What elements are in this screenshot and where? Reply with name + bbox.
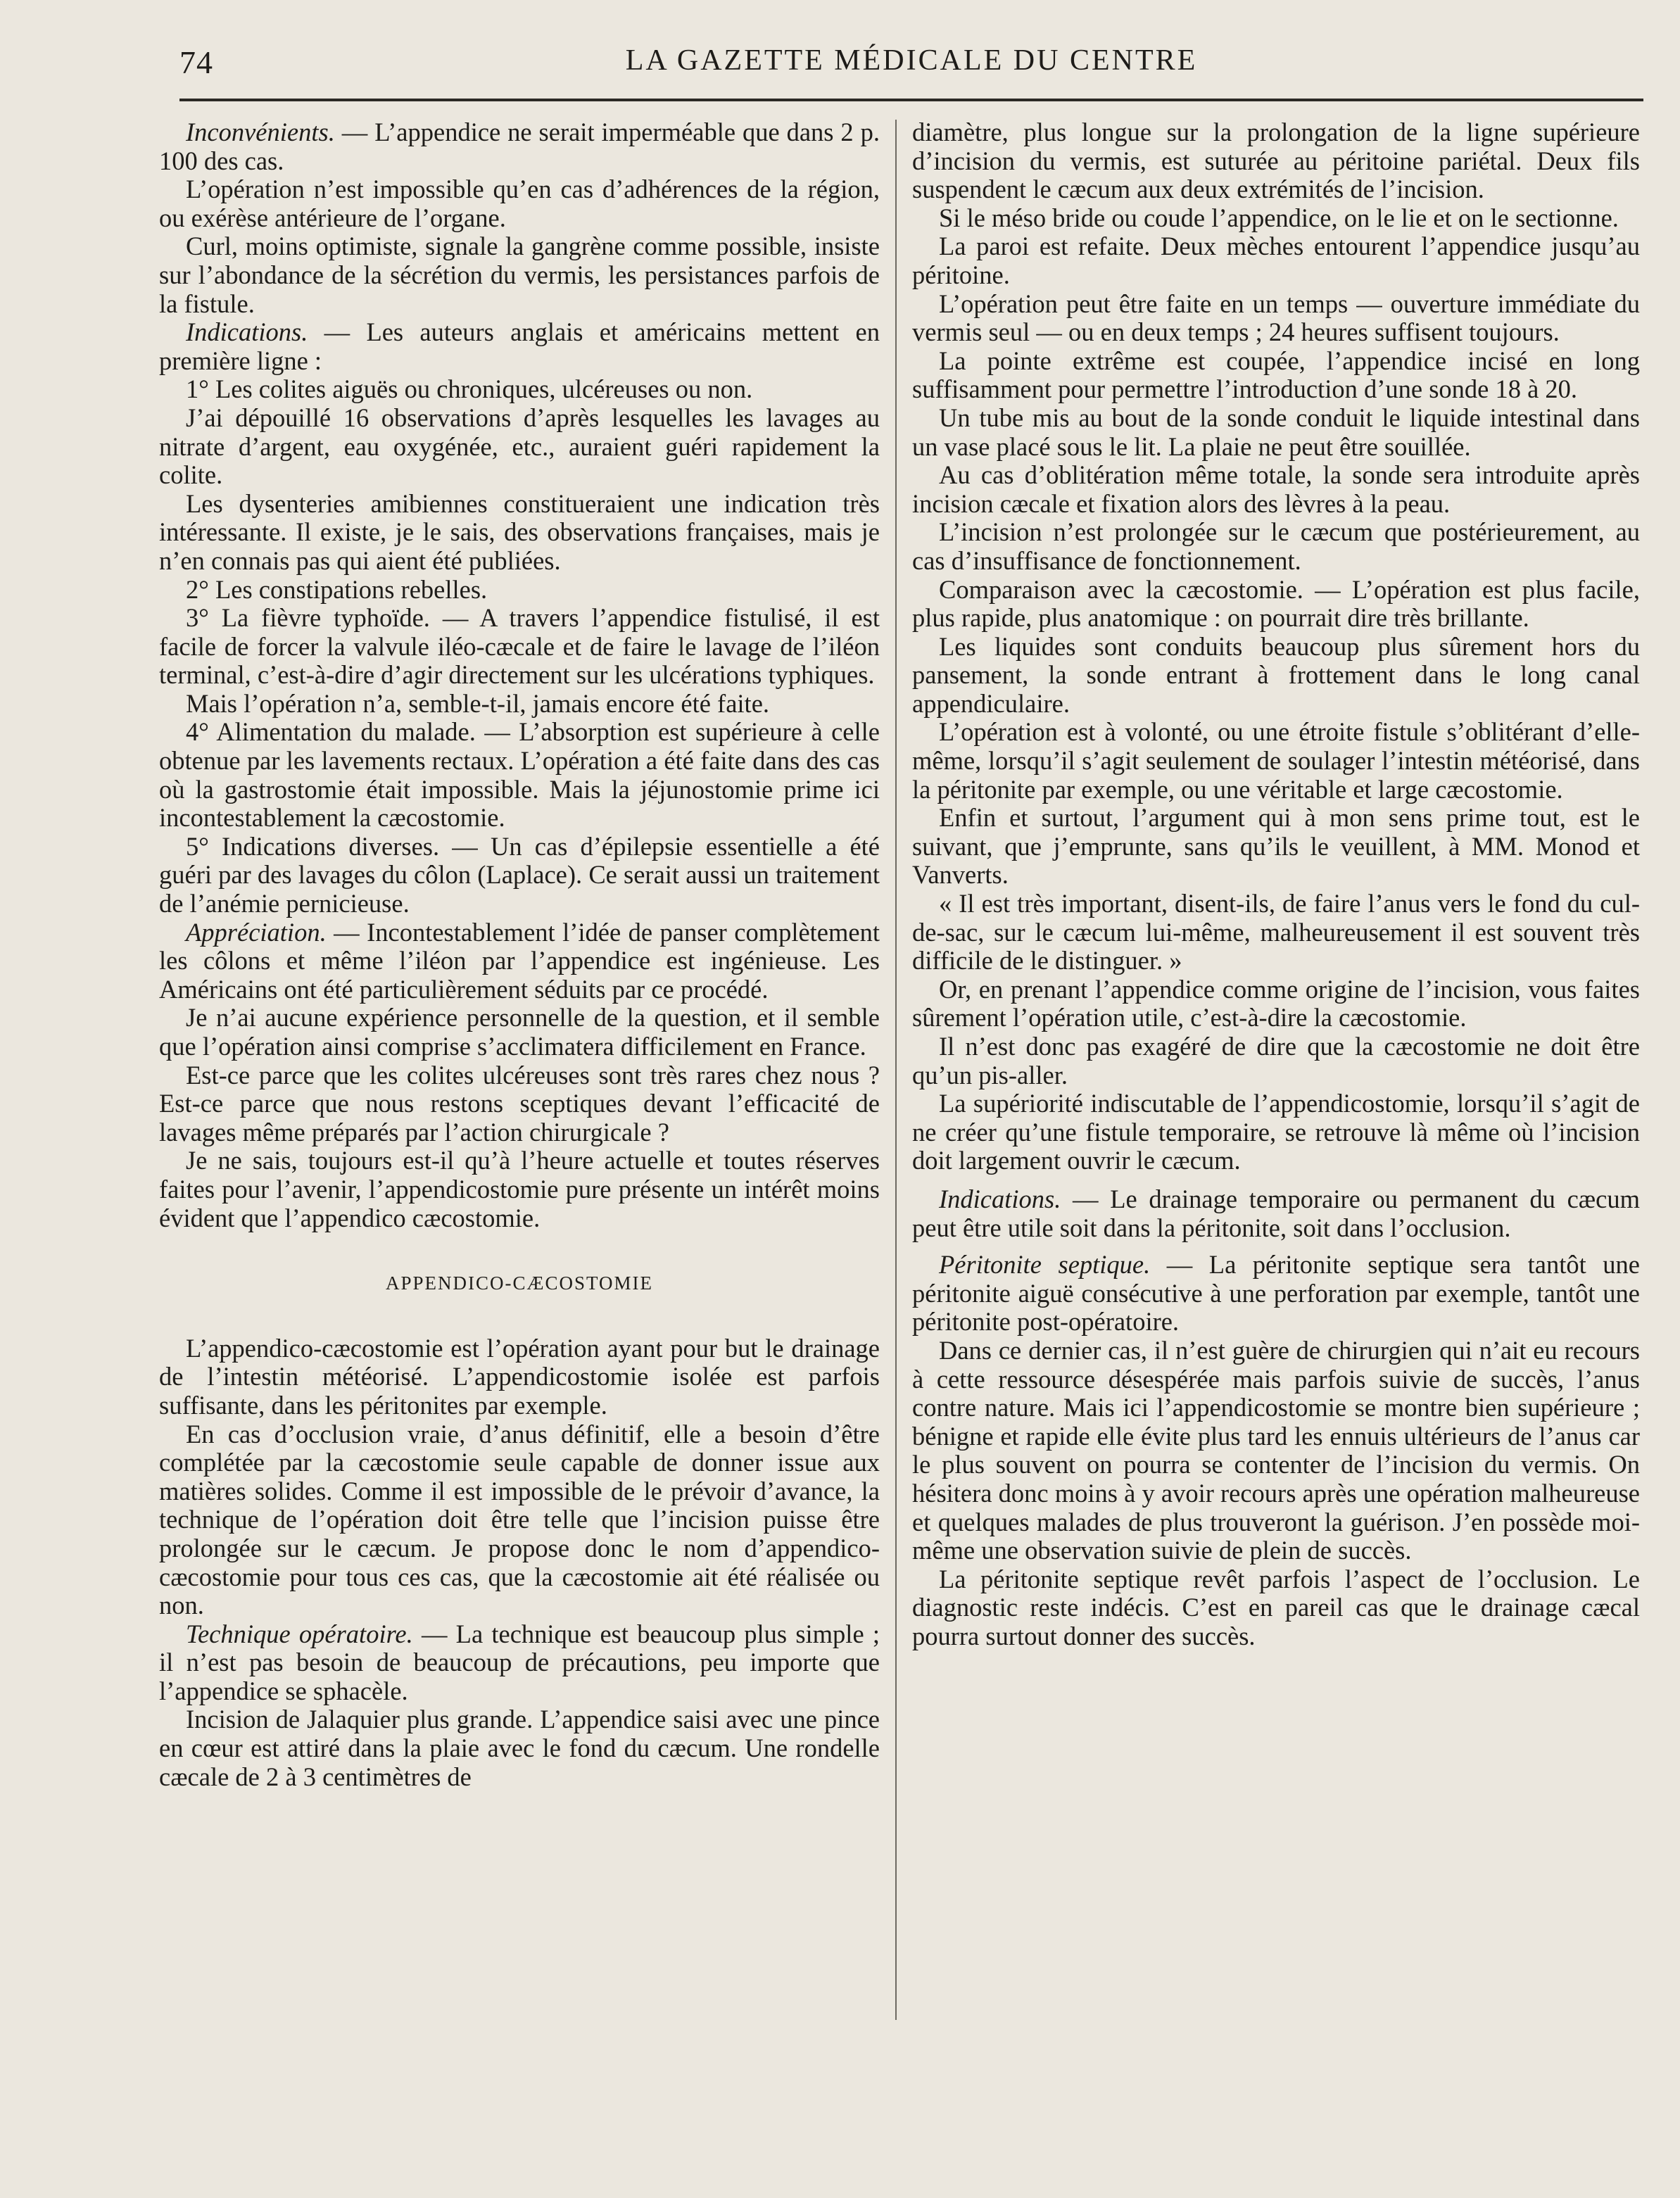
paragraph: L’incision n’est prolongée sur le cæcum que postérieurement, au cas d’insuffisance de fonctionnement.	[912, 517, 1640, 575]
paragraph: Enfin et surtout, l’argument qui à mon sens prime tout, est le suivant, que j’emprunte, sans qu’ils le veuillent, à MM. Monod et Vanverts.	[912, 803, 1640, 890]
run-in-heading: Péritonite septique.	[939, 1250, 1151, 1280]
paragraph: Technique opératoire. — La technique est beaucoup plus simple ; il n’est pas besoin de beaucoup de précautions, peu importe que l’appendice se sphacèle.	[159, 1619, 880, 1705]
journal-title: LA GAZETTE MÉDICALE DU CENTRE	[625, 44, 1198, 77]
paragraph: 3° La fièvre typhoïde. — A travers l’appendice fistulisé, il est facile de forcer la valvule iléo-cæcale et de faire le lavage de l’iléon terminal, c’est-à-dire d’agir directement sur les ulcérations typhiques.	[159, 603, 880, 690]
paragraph: Curl, moins optimiste, signale la gangrène comme possible, insiste sur l’abondance de la sécrétion du vermis, les persistances parfois de la fistule.	[159, 232, 880, 318]
run-in-heading: Technique opératoire.	[186, 1619, 413, 1648]
section-title: APPENDICO-CÆCOSTOMIE	[385, 1272, 654, 1294]
paragraph: 4° Alimentation du malade. — L’absorption est supérieure à celle obtenue par les lavements rectaux. L’opération a été faite dans des cas où la gastrostomie était impossible. Mais la jéjunostomie prime ici incontestablement la cæcostomie.	[159, 717, 880, 833]
paragraph: Si le méso bride ou coude l’appendice, on le lie et on le sectionne.	[939, 203, 1619, 232]
paragraph: La paroi est refaite. Deux mèches entourent l’appendice jusqu’au péritoine.	[912, 232, 1640, 289]
page-number: 74	[179, 44, 213, 80]
paragraph: Dans ce dernier cas, il n’est guère de chirurgien qui n’ait eu recours à cette ressource désespérée mais parfois suivie de succès, l’anus contre nature. Mais ici l’appendicostomie se montre bien supérieure ; bénigne et rapide elle évite plus tard les ennuis ultérieurs de l’anus car le plus souvent on pourra se contenter de l’incision du vermis. On hésitera donc moins à y avoir recours après une opération malheureuse et quelques malades de plus trouveront la guérison. J’en possède moi-même une observation suivie de plein de succès.	[912, 1335, 1640, 1565]
paragraph: 2° Les constipations rebelles.	[186, 574, 488, 604]
right-column	[912, 118, 1640, 1650]
column-separator	[895, 120, 897, 2020]
left-column	[159, 118, 880, 1791]
paragraph: Indications. — Le drainage temporaire ou permanent du cæcum peut être utile soit dans la péritonite, soit dans l’occlusion.	[912, 1184, 1640, 1242]
paragraph: 5° Indications diverses. — Un cas d’épilepsie essentielle a été guéri par des lavages du côlon (Laplace). Ce serait aussi un traitement de l’anémie pernicieuse.	[159, 831, 880, 918]
paragraph: Inconvénients. — L’appendice ne serait imperméable que dans 2 p. 100 des cas.	[159, 118, 880, 175]
paragraph: Indications. — Les auteurs anglais et américains mettent en première ligne :	[159, 317, 880, 375]
paragraph: J’ai dépouillé 16 observations d’après lesquelles les lavages au nitrate d’argent, eau oxygénée, etc., auraient guéri rapidement la colite.	[159, 403, 880, 490]
paragraph: Péritonite septique. — La péritonite septique sera tantôt une péritonite aiguë consécutive à une perforation par exemple, tantôt une péritonite post-opératoire.	[912, 1250, 1640, 1337]
run-in-heading: Inconvénients.	[186, 118, 335, 146]
paragraph: Est-ce parce que les colites ulcéreuses sont très rares chez nous ? Est-ce parce que nous restons sceptiques devant l’efficacité de lavages même préparés par l’action chirurgicale ?	[159, 1060, 880, 1147]
paragraph: Il n’est donc pas exagéré de dire que la cæcostomie ne doit être qu’un pis-aller.	[912, 1032, 1640, 1089]
run-in-heading: Indications.	[939, 1184, 1061, 1213]
paragraph: L’appendico-cæcostomie est l’opération ayant pour but le drainage de l’intestin météorisé. L’appendicostomie isolée est parfois suffisante, dans les péritonites par exemple.	[159, 1333, 880, 1420]
header-rule	[179, 99, 1643, 101]
run-in-heading: Indications.	[186, 317, 308, 347]
paragraph: Or, en prenant l’appendice comme origine de l’incision, vous faites sûrement l’opération utile, c’est-à-dire la cæcostomie.	[912, 974, 1640, 1032]
paragraph: L’opération peut être faite en un temps — ouverture immédiate du vermis seul — ou en deux temps ; 24 heures suffisent toujours.	[912, 289, 1640, 347]
paragraph: Au cas d’oblitération même totale, la sonde sera introduite après incision cæcale et fixation alors des lèvres à la peau.	[912, 460, 1640, 518]
paragraph: L’opération est à volonté, ou une étroite fistule s’oblitérant d’elle-même, lorsqu’il s’agit seulement de soulager l’intestin météorisé, dans la péritonite par exemple, ou une véritable et large cæcostomie.	[912, 717, 1640, 804]
paragraph: La péritonite septique revêt parfois l’aspect de l’occlusion. Le diagnostic reste indécis. C’est en pareil cas que le drainage cæcal pourra surtout donner des succès.	[912, 1564, 1640, 1650]
paragraph: Mais l’opération n’a, semble-t-il, jamais encore été faite.	[186, 688, 770, 718]
paragraph: Je n’ai aucune expérience personnelle de la question, et il semble que l’opération ainsi comprise s’acclimatera difficilement en France.	[159, 1003, 880, 1061]
paragraph: Je ne sais, toujours est-il qu’à l’heure actuelle et toutes réserves faites pour l’avenir, l’appendicostomie pure présente un intérêt moins évident que l’appendico cæcostomie.	[159, 1146, 880, 1232]
paragraph: La supériorité indiscutable de l’appendicostomie, lorsqu’il s’agit de ne créer qu’une fistule temporaire, se retrouve là même où l’incision doit largement ouvrir le cæcum.	[912, 1089, 1640, 1175]
page-header	[179, 44, 1643, 86]
paragraph: Les liquides sont conduits beaucoup plus sûrement hors du pansement, la sonde entrant à frottement dans le long canal appendiculaire.	[912, 631, 1640, 718]
paragraph: En cas d’occlusion vraie, d’anus définitif, elle a besoin d’être complétée par la cæcostomie seule capable de donner issue aux matières solides. Comme il est impossible de le prévoir d’avance, la technique de l’opération doit être telle que l’incision puisse être prolongée sur le cæcum. Je propose donc le nom d’appendico-cæcostomie pour tous ces cas, que la cæcostomie ait été réalisée ou non.	[159, 1419, 880, 1620]
paragraph: Appréciation. — Incontestablement l’idée de panser complètement les côlons et même l’iléon par l’appendice est ingénieuse. Les Américains ont été particulièrement séduits par ce procédé.	[159, 917, 880, 1004]
paragraph: diamètre, plus longue sur la prolongation de la ligne supérieure d’incision du vermis, est suturée au péritoine pariétal. Deux fils suspendent le cæcum aux deux extrémités de l’incision.	[912, 118, 1640, 204]
paragraph: Les dysenteries amibiennes constitueraient une indication très intéressante. Il existe, je le sais, des observations françaises, mais je n’en connais pas qui aient été publiées.	[159, 488, 880, 575]
paragraph: 1° Les colites aiguës ou chroniques, ulcéreuses ou non.	[186, 374, 753, 404]
paragraph: La pointe extrême est coupée, l’appendice incisé en long suffisamment pour permettre l’introduction d’une sonde 18 à 20.	[912, 346, 1640, 404]
paragraph: « Il est très important, disent-ils, de faire l’anus vers le fond du cul-de-sac, sur le cæcum lui-même, malheureusement il est souvent très difficile de le distinguer. »	[912, 889, 1640, 975]
paragraph: Comparaison avec la cæcostomie. — L’opération est plus facile, plus rapide, plus anatomique : on pourrait dire très brillante.	[912, 574, 1640, 633]
paragraph: Un tube mis au bout de la sonde conduit le liquide intestinal dans un vase placé sous le lit. La plaie ne peut être souillée.	[912, 403, 1640, 461]
run-in-heading: Appréciation.	[186, 917, 327, 947]
paragraph: Incision de Jalaquier plus grande. L’appendice saisi avec une pince en cœur est attiré dans la plaie avec le fond du cæcum. Une rondelle cæcale de 2 à 3 centimètres de	[159, 1705, 880, 1791]
paragraph: L’opération n’est impossible qu’en cas d’adhérences de la région, ou exérèse antérieure de l’organe.	[159, 175, 880, 232]
